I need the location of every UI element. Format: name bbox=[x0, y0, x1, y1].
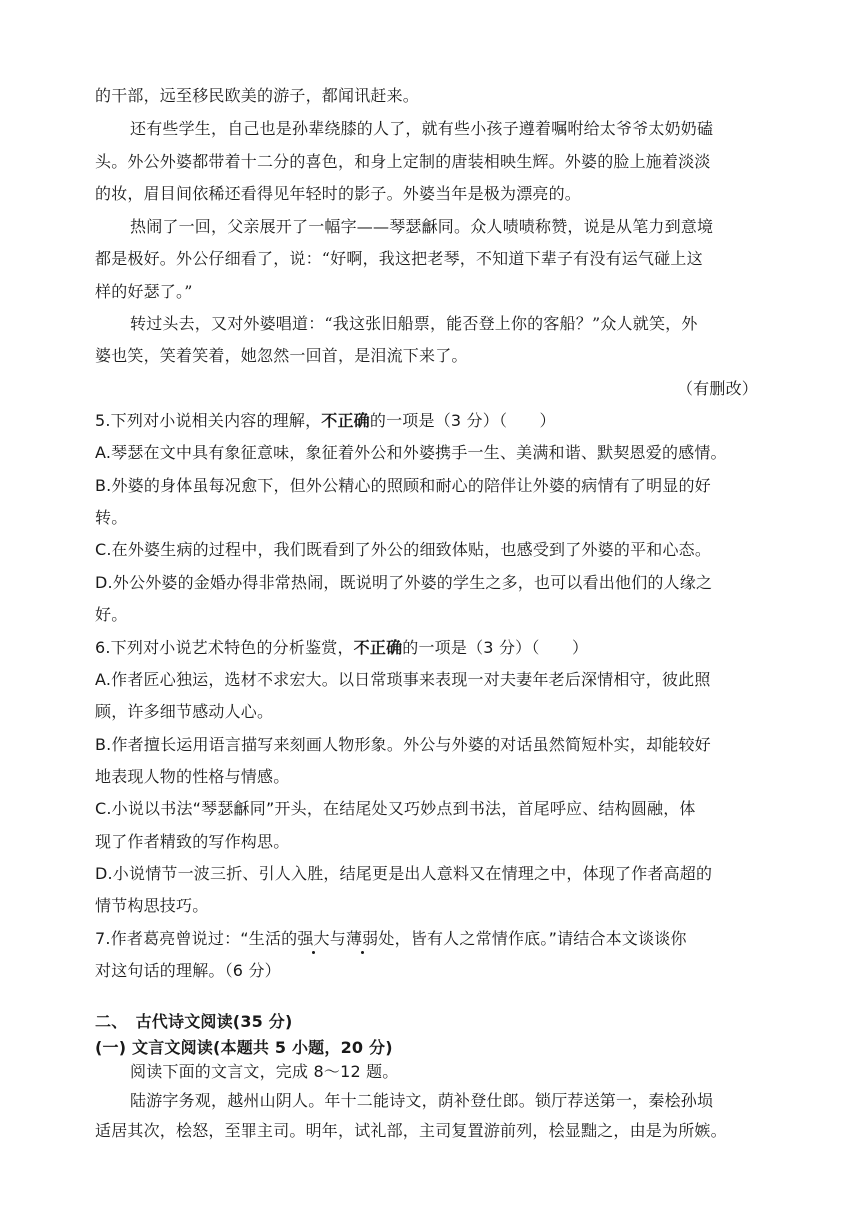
question-6-stem bbox=[95, 637, 775, 659]
q6-suffix: 的一项是（3 分）（ ） bbox=[402, 638, 589, 657]
passage-line: 样的好瑟了。” bbox=[95, 282, 193, 301]
passage-line: 婆也笑，笑着笑着，她忽然一回首，是泪流下来了。 bbox=[95, 346, 468, 365]
q6-option-c-cont: 现了作者精致的写作构思。 bbox=[95, 832, 290, 851]
q5-option-a: A.琴瑟在文中具有象征意味，象征着外公和外婆携手一生、美满和谐、默契恩爱的感情。 bbox=[95, 443, 727, 462]
q5-option-c: C.在外婆生病的过程中，我们既看到了外公的细致体贴，也感受到了外婆的平和心态。 bbox=[95, 540, 712, 559]
q5-option-b-cont: 转。 bbox=[95, 508, 128, 527]
section-2-instruction: 阅读下面的文言文，完成 8～12 题。 bbox=[130, 1062, 399, 1081]
q6-option-d: D.小说情节一波三折、引人入胜，结尾更是出人意料又在情理之中，体现了作者高超的 bbox=[95, 864, 713, 883]
q5-emphasis: 不正确 bbox=[321, 411, 370, 430]
passage-line: 头。外公外婆都带着十二分的喜色，和身上定制的唐装相映生辉。外婆的脸上施着淡淡 bbox=[95, 152, 711, 171]
passage-line: 的干部，远至移民欧美的游子，都闻讯赶来。 bbox=[95, 86, 420, 105]
q5-option-d: D.外公外婆的金婚办得非常热闹，既说明了外婆的学生之多，也可以看出他们的人缘之 bbox=[95, 573, 713, 592]
question-7-cont: 对这句话的理解。（6 分） bbox=[95, 961, 281, 980]
q6-prefix: 6.下列对小说艺术特色的分析鉴赏， bbox=[95, 638, 354, 657]
question-7-stem bbox=[95, 928, 775, 950]
q6-option-a-cont: 顾，许多细节感动人心。 bbox=[95, 702, 274, 721]
q7-text-a: 7.作者葛亮曾说过：“生活的 bbox=[95, 929, 298, 948]
q5-option-d-cont: 好。 bbox=[95, 605, 128, 624]
q6-emphasis: 不正确 bbox=[353, 638, 403, 657]
q7-text-c: 与 bbox=[329, 929, 346, 948]
passage-line: 还有些学生，自己也是孙辈绕膝的人了，就有些小孩子遵着嘱咐给太爷爷太奶奶磕 bbox=[130, 119, 714, 138]
passage-line: 都是极好。外公仔细看了，说：“好啊，我这把老琴，不知道下辈子有没有运气碰上这 bbox=[95, 249, 703, 268]
q6-option-b-cont: 地表现人物的性格与情感。 bbox=[95, 767, 290, 786]
passage-line: 转过头去，又对外婆唱道：“我这张旧船票，能否登上你的客船？”众人就笑，外 bbox=[130, 314, 698, 333]
passage-line: 热闹了一回，父亲展开了一幅字——琴瑟龢同。众人啧啧称赞，说是从笔力到意境 bbox=[130, 217, 714, 236]
q6-option-b: B.作者擅长运用语言描写来刻画人物形象。外公与外婆的对话虽然简短朴实，却能较好 bbox=[95, 735, 711, 754]
source-note: （有删改） bbox=[676, 379, 758, 398]
question-5-stem bbox=[95, 410, 775, 432]
section-2-title: 二、 古代诗文阅读(35 分) bbox=[95, 1012, 293, 1031]
q5-option-b: B.外婆的身体虽每况愈下，但外公精心的照顾和耐心的陪伴让外婆的病情有了明显的好 bbox=[95, 476, 711, 495]
q5-prefix: 5.下列对小说相关内容的理解， bbox=[95, 411, 322, 430]
classical-text-line: 适居其次，桧怒，至罪主司。明年，试礼部，主司复置游前列，桧显黜之，由是为所嫉。 bbox=[95, 1121, 727, 1140]
classical-text-line: 陆游字务观，越州山阴人。年十二能诗文，荫补登仕郎。锁厅荐送第一，秦桧孙埙 bbox=[130, 1091, 714, 1110]
q6-option-a: A.作者匠心独运，选材不求宏大。以日常琐事来表现一对夫妻年老后深情相守，彼此照 bbox=[95, 670, 711, 689]
section-2-subtitle: (一) 文言文阅读(本题共 5 小题，20 分) bbox=[95, 1038, 393, 1057]
q7-emphasis-strong: 强大 bbox=[297, 929, 330, 948]
q6-option-d-cont: 情节构思技巧。 bbox=[95, 896, 209, 915]
passage-line: 的妆，眉目间依稀还看得见年轻时的影子。外婆当年是极为漂亮的。 bbox=[95, 184, 582, 203]
q6-option-c: C.小说以书法“琴瑟龢同”开头，在结尾处又巧妙点到书法，首尾呼应、结构圆融，体 bbox=[95, 799, 696, 818]
q5-suffix: 的一项是（3 分）（ ） bbox=[369, 411, 556, 430]
q7-emphasis-weak: 薄弱 bbox=[345, 929, 379, 948]
q7-text-e: 处，皆有人之常情作底。”请结合本文谈谈你 bbox=[378, 929, 687, 948]
